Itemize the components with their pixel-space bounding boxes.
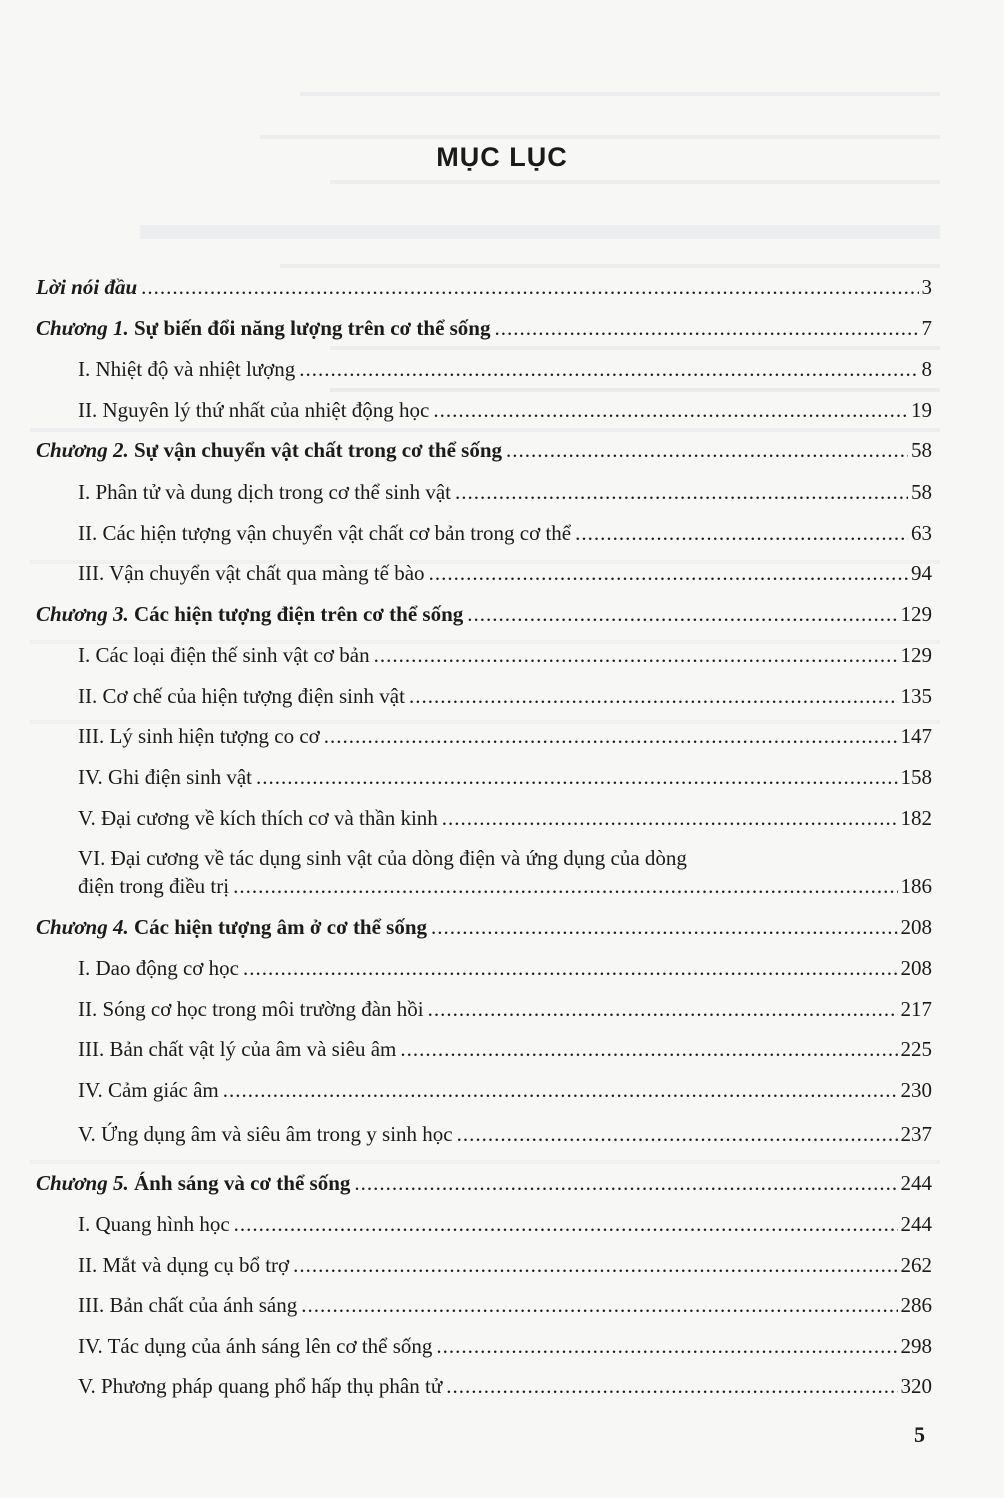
toc-entry-section: [78, 955, 932, 982]
toc-entry-chapter-3: [36, 601, 932, 628]
toc-label: IV. Tác dụng của ánh sáng lên cơ thể sống: [78, 1334, 433, 1358]
toc-entry-section: [78, 1036, 932, 1063]
toc-page-number: 262: [900, 1253, 932, 1277]
toc-page-number: 208: [900, 915, 932, 939]
dot-leader: [299, 356, 918, 383]
toc-page-number: 58: [911, 438, 932, 462]
toc-label: I. Nhiệt độ và nhiệt lượng: [78, 357, 296, 381]
toc-entry-chapter-2: [36, 437, 932, 464]
dot-leader: [429, 560, 908, 587]
toc-entry-section: [78, 1333, 932, 1360]
toc-page-number: 225: [900, 1037, 932, 1061]
toc-page-number: 7: [921, 316, 932, 340]
toc-entry-section: [78, 805, 932, 832]
dot-leader: [436, 1333, 897, 1360]
toc-entry-section: [78, 1373, 932, 1400]
toc-entry-section: [78, 683, 932, 710]
toc-entry-section: [78, 642, 932, 669]
toc-page-number: 320: [900, 1374, 932, 1398]
dot-leader: [428, 996, 898, 1023]
dot-leader: [457, 1121, 898, 1148]
page-number: 5: [914, 1422, 925, 1447]
toc-page-number: 182: [900, 806, 932, 830]
toc-entry-section: [78, 356, 932, 383]
toc-label: II. Các hiện tượng vận chuyển vật chất cơ bản trong cơ thể: [78, 521, 572, 545]
dot-leader: [324, 723, 898, 750]
page-title: MỤC LỤC: [436, 142, 568, 172]
toc-page-number: 244: [900, 1171, 932, 1195]
toc-label: III. Bản chất của ánh sáng: [78, 1293, 298, 1317]
toc-entry-section: [78, 520, 932, 547]
toc-label: Chương 3. Các hiện tượng điện trên cơ thể sống: [36, 602, 464, 626]
dot-leader: [433, 397, 908, 424]
toc-entry-section: [78, 560, 932, 587]
dot-leader: [455, 479, 908, 506]
dot-leader: [374, 642, 898, 669]
toc-label: I. Phân tử và dung dịch trong cơ thể sinh vật: [78, 480, 452, 504]
toc-entry-section: [78, 1252, 932, 1279]
toc-entry-section: [78, 1121, 932, 1148]
toc-label: Chương 4. Các hiện tượng âm ở cơ thể sống: [36, 915, 428, 939]
toc-page-number: 208: [900, 956, 932, 980]
toc-entry-section: [78, 764, 932, 791]
dot-leader: [223, 1077, 898, 1104]
toc-label: II. Cơ chế của hiện tượng điện sinh vật: [78, 684, 405, 708]
toc-entry-section: [78, 479, 932, 506]
dot-leader: [234, 1211, 898, 1238]
toc-entry-section: [78, 873, 932, 900]
toc-label: I. Quang hình học: [78, 1212, 230, 1236]
dot-leader: [233, 873, 897, 900]
toc-label: V. Ứng dụng âm và siêu âm trong y sinh học: [78, 1122, 453, 1146]
toc-label: Chương 5. Ánh sáng và cơ thể sống: [36, 1171, 351, 1195]
dot-leader: [409, 683, 898, 710]
dot-leader: [141, 274, 918, 301]
dot-leader: [354, 1170, 897, 1197]
toc-entry-section: [78, 1211, 932, 1238]
dot-leader: [293, 1252, 897, 1279]
toc-label: I. Các loại điện thế sinh vật cơ bản: [78, 643, 370, 667]
toc-label: III. Lý sinh hiện tượng co cơ: [78, 724, 320, 748]
dot-leader: [495, 315, 919, 342]
toc-label: III. Vận chuyển vật chất qua màng tế bào: [78, 561, 425, 585]
dot-leader: [400, 1036, 897, 1063]
toc-page-number: 237: [900, 1122, 932, 1146]
toc-entry-chapter-5: [36, 1170, 932, 1197]
toc-page-number: 217: [900, 997, 932, 1021]
toc-entry-chapter-4: [36, 914, 932, 941]
dot-leader: [506, 437, 908, 464]
toc-page-number: 158: [900, 765, 932, 789]
toc-label: Chương 1. Sự biến đổi năng lượng trên cơ thể sống: [36, 316, 491, 340]
toc-label: Lời nói đầu: [36, 275, 138, 299]
dot-leader: [301, 1292, 897, 1319]
toc-page-number: 63: [911, 521, 932, 545]
toc-label: II. Mắt và dụng cụ bổ trợ: [78, 1253, 290, 1277]
toc-label: V. Đại cương về kích thích cơ và thần kinh: [78, 806, 438, 830]
dot-leader: [243, 955, 898, 982]
dot-leader: [575, 520, 908, 547]
toc-page-number: 230: [900, 1078, 932, 1102]
toc-entry-section: [78, 996, 932, 1023]
toc-label: Chương 2. Sự vận chuyển vật chất trong cơ thể sống: [36, 438, 503, 462]
toc-label: điện trong điều trị: [78, 874, 230, 898]
toc-page-number: 58: [911, 480, 932, 504]
toc-page-number: 298: [900, 1334, 932, 1358]
toc-page-number: 244: [900, 1212, 932, 1236]
toc-page-number: 3: [921, 275, 932, 299]
toc-label: V. Phương pháp quang phổ hấp thụ phân tử: [78, 1374, 443, 1398]
toc-label: II. Nguyên lý thứ nhất của nhiệt động học: [78, 398, 430, 422]
dot-leader: [467, 601, 897, 628]
toc-page-number: 129: [900, 602, 932, 626]
toc-page-number: 94: [911, 561, 932, 585]
toc-page-number: 147: [900, 724, 932, 748]
toc-label: IV. Cảm giác âm: [78, 1078, 219, 1102]
dot-leader: [442, 805, 898, 832]
toc-page-number: 8: [921, 357, 932, 381]
dot-leader: [446, 1373, 897, 1400]
toc-page-number: 135: [900, 684, 932, 708]
toc-page-number: 286: [900, 1293, 932, 1317]
toc-page-number: 19: [911, 398, 932, 422]
dot-leader: [256, 764, 897, 791]
toc-label: I. Dao động cơ học: [78, 956, 239, 980]
toc-section-label-first-line: VI. Đại cương về tác dụng sinh vật của dòng điện và ứng dụng của dòng: [78, 846, 687, 870]
toc-entry-section: [78, 1077, 932, 1104]
toc-entry-chapter-1: [36, 315, 932, 342]
toc-entry-preface: [36, 274, 932, 301]
toc-label: IV. Ghi điện sinh vật: [78, 765, 253, 789]
toc-page-number: 186: [900, 874, 932, 898]
toc-entry-section: [78, 397, 932, 424]
toc-label: II. Sóng cơ học trong môi trường đàn hồi: [78, 997, 424, 1021]
dot-leader: [431, 914, 897, 941]
toc-label: III. Bản chất vật lý của âm và siêu âm: [78, 1037, 397, 1061]
toc-entry-section: [78, 1292, 932, 1319]
toc-page-number: 129: [900, 643, 932, 667]
toc-entry-section: [78, 723, 932, 750]
